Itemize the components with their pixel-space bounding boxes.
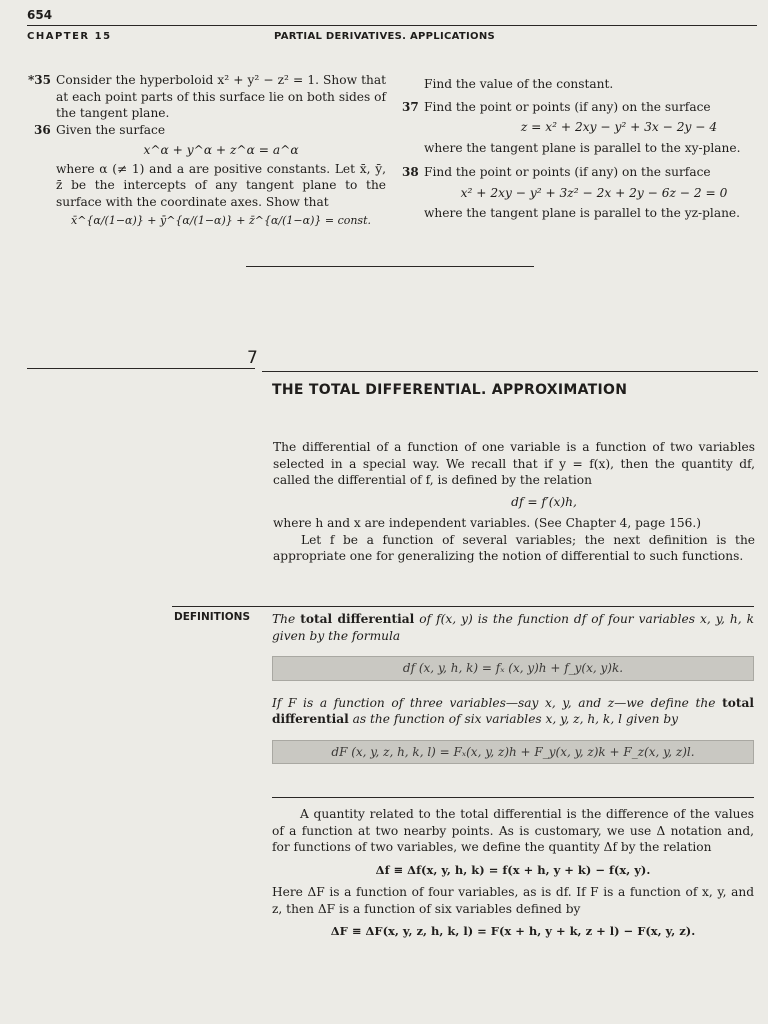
left-exercise-column [28,72,386,230]
definition-text: The [272,612,301,626]
exercise-formula-2: x̄^{α/(1−α)} + ȳ^{α/(1−α)} + z̄^{α/(1−α)} = const. [71,214,371,227]
exercise-35 [28,72,386,122]
exercise-number: 37 [402,99,419,114]
exercise-formula: x² + 2xy − y² + 3z² − 2x + 2y − 6z − 2 = 0 [460,185,728,200]
exercise-formula: z = x² + 2xy − y² + 3x − 2y − 4 [520,120,718,134]
exercise-formula: x^α + y^α + z^α = a^α [143,143,299,157]
header-rule [27,25,757,26]
section-rule-right [262,371,758,372]
exercise-intro: Find the point or points (if any) on the surface [424,99,711,114]
exercise-number: 38 [402,165,419,179]
df-formula: df = f′(x)h, [511,494,577,509]
exercise-intro: Find the point or points (if any) on the surface [424,165,711,179]
exercise-intro: Given the surface [56,122,166,137]
definition-text: as the function of six variables x, y, z, h, k, l given by [348,712,679,726]
running-title: PARTIAL DERIVATIVES. APPLICATIONS [274,31,496,42]
definitions-block [272,611,754,764]
separator-rule [246,266,534,267]
intro-paragraph-2: where h and x are independent variables. (See Chapter 4, page 156.) [273,516,701,530]
definition-term: total differential [300,612,415,626]
exercise-text: Consider the hyperboloid x² + y² − z² = 1. Show that at each point parts of this surface lie on both sides of the tangent plane. [56,73,386,120]
exercise-number: 36 [34,122,51,137]
exercise-38 [402,164,744,222]
closing-block [272,806,754,940]
section-number: 7 [247,348,258,368]
intro-paragraph-3: Let f be a function of several variables; the next definition is the appropriate one for generalizing the notion of differential to such functions. [273,532,755,563]
exercise-37 [402,99,744,157]
formula-box-1: df (x, y, h, k) = fₓ (x, y)h + f_y(x, y)k. [272,656,754,681]
exercise-after: where the tangent plane is parallel to the xy-plane. [424,140,741,155]
delta-F-formula: ΔF ≡ ΔF(x, y, z, h, k, l) = F(x + h, y + k, z + l) − F(x, y, z). [330,924,696,938]
exercise-number: *35 [28,73,51,87]
definitions-rule-bottom [272,797,754,798]
exercise-text: where α (≠ 1) and a are positive constants. Let x̄, ȳ, z̄ be the intercepts of any tangent plane to the surface with the coordinate axes. Show that [56,161,386,209]
intro-paragraph-1: The differential of a function of one variable is a function of two variables selected in a special way. We recall that if y = f(x), then the quantity df, called the differential of f, is defined by the relation [273,440,755,487]
definition-2 [272,695,754,728]
chapter-label: CHAPTER 15 [27,31,112,42]
definition-text: If F is a function of three variables—say x, y, and z—we define the [272,695,723,710]
definition-text: of f(x, y) is the function df of four variables x, y, h, k given by the formula [272,612,754,643]
definitions-rule-top [172,606,754,607]
continuation-text: Find the value of the constant. [424,77,614,91]
definition-term: total differential [272,695,754,726]
section-rule-left [27,368,255,369]
exercise-after: where the tangent plane is parallel to the yz-plane. [424,206,741,220]
exercise-36 [34,122,386,230]
definitions-label: DEFINITIONS [174,611,251,623]
closing-paragraph-2: Here ΔF is a function of four variables, as is df. If F is a function of x, y, and z, then ΔF is a function of six variables defined by [272,885,754,916]
section-intro [273,439,755,565]
definition-1 [272,611,754,644]
section-title: THE TOTAL DIFFERENTIAL. APPROXIMATION [272,382,628,398]
right-exercise-column [402,76,744,222]
delta-f-formula: Δf ≡ Δf(x, y, h, k) = f(x + h, y + k) − f(x, y). [375,862,651,877]
closing-paragraph-1: A quantity related to the total differential is the difference of the values of a function at two nearby points. As is customary, we use Δ notation and, for functions of two variables, we define the quantity Δf by the relation [272,807,754,854]
page-number: 654 [27,8,53,22]
formula-box-2: dF (x, y, z, h, k, l) = Fₓ(x, y, z)h + F_y(x, y, z)k + F_z(x, y, z)l. [272,740,754,765]
